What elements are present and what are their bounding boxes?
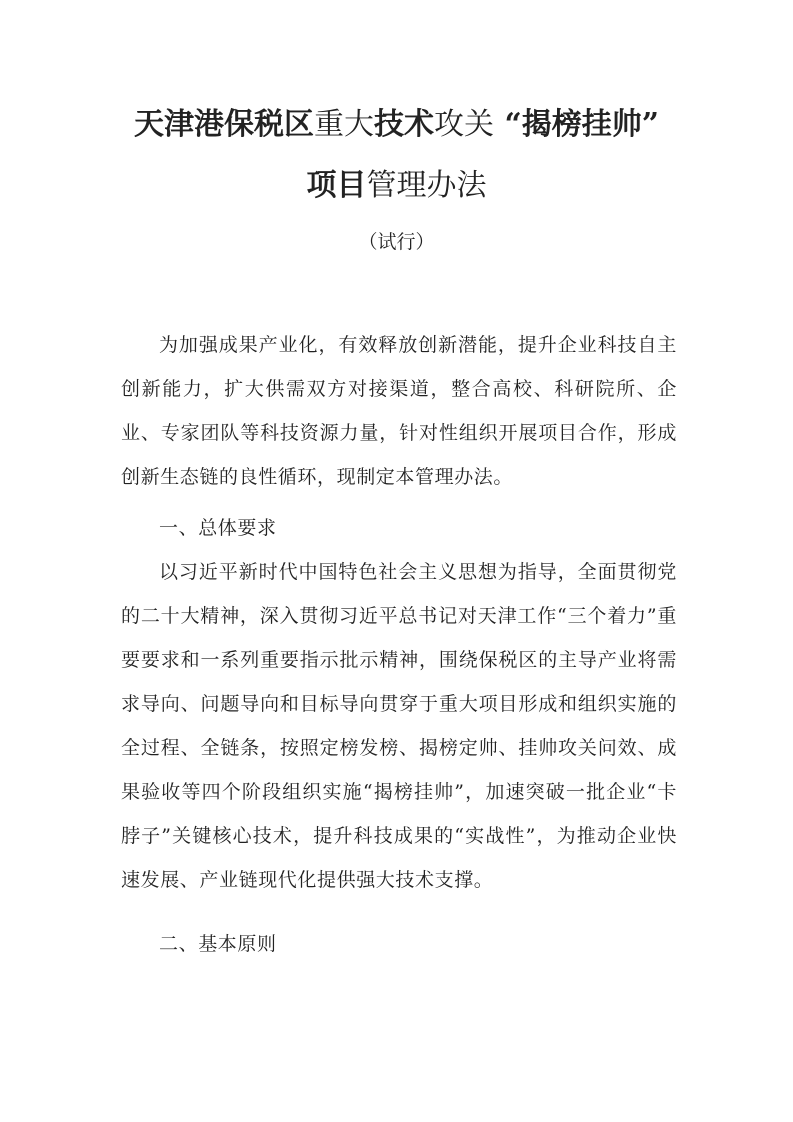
- section-basic-principles: [121, 922, 677, 966]
- title-segment: 管理办法: [366, 168, 487, 203]
- title-segment: 天津港保税区: [134, 107, 315, 142]
- document-title-line-2: [0, 166, 793, 206]
- section-heading: 一、总体要求: [159, 517, 277, 539]
- title-segment: 攻关: [434, 107, 495, 142]
- title-segment: “揭榜挂帅”: [494, 107, 659, 142]
- intro-section: [121, 323, 677, 499]
- title-segment: 重大: [314, 107, 375, 142]
- intro-paragraph: 为加强成果产业化，有效释放创新潜能，提升企业科技自主创新能力，扩大供需双方对接渠道，整合高校、科研院所、企业、专家团队等科技资源力量，针对性组织开展项目合作，形成创新生态链的良性循环，现制定本管理办法。: [121, 334, 677, 488]
- title-segment: 技术: [374, 107, 435, 142]
- section-heading: 二、基本原则: [159, 933, 277, 955]
- title-segment: 项目: [306, 168, 367, 203]
- document-subtitle: （试行）: [358, 231, 435, 253]
- document-title-line-1: [0, 105, 793, 145]
- section-general-requirements: [121, 506, 677, 902]
- section-paragraph: 以习近平新时代中国特色社会主义思想为指导，全面贯彻党的二十大精神，深入贯彻习近平总书记对天津工作“三个着力”重要要求和一系列重要指示批示精神，围绕保税区的主导产业将需求导向、问题导向和目标导向贯穿于重大项目形成和组织实施的全过程、全链条，按照定榜发榜、揭榜定帅、挂帅攻关问效、成果验收等四个阶段组织实施“揭榜挂帅”，加速突破一批企业“卡脖子”关键核心技术，提升科技成果的“实战性”，为推动企业快速发展、产业链现代化提供强大技术支撑。: [121, 561, 677, 891]
